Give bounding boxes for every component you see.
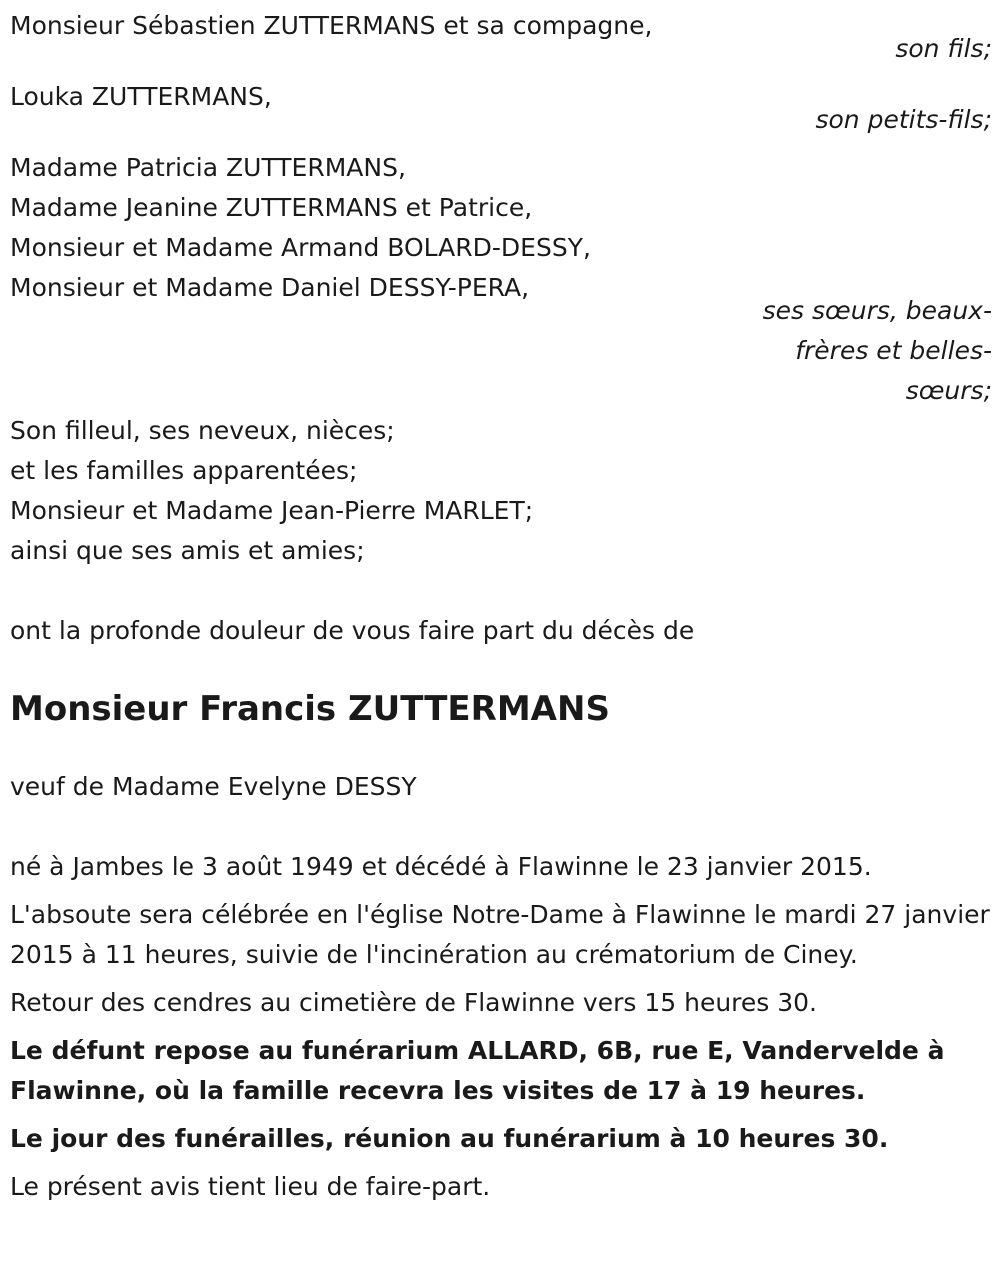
sibling-line: Monsieur et Madame Armand BOLARD-DESSY, [10, 233, 591, 262]
sibling-line: Madame Jeanine ZUTTERMANS et Patrice, [10, 193, 533, 222]
siblings-list [10, 148, 992, 308]
son-role: son fils; [895, 34, 992, 63]
grandson-line: Louka ZUTTERMANS, [10, 82, 272, 111]
relative-line: Monsieur et Madame Jean-Pierre MARLET; [10, 496, 534, 525]
sibling-line: Madame Patricia ZUTTERMANS, [10, 153, 406, 182]
relative-line: ainsi que ses amis et amies; [10, 536, 365, 565]
notice-text: Le présent avis tient lieu de faire-part. [10, 1172, 491, 1201]
widower-of: veuf de Madame Evelyne DESSY [10, 772, 417, 801]
birth-death-text: né à Jambes le 3 août 1949 et décédé à Flawinne le 23 janvier 2015. [10, 852, 872, 881]
ceremony-text: L'absoute sera célébrée en l'église Notre-Dame à Flawinne le mardi 27 janvier 2015 à 11 heures, suivie de l'incinération au crématorium de Ciney. [10, 900, 990, 969]
funeral-home-text: Le défunt repose au funérarium ALLARD, 6B, rue E, Vandervelde à Flawinne, où la famille recevra les visites de 17 à 19 heures. [10, 1036, 945, 1105]
ashes-text: Retour des cendres au cimetière de Flawinne vers 15 heures 30. [10, 988, 818, 1017]
others-list [10, 411, 992, 571]
relative-line: Son filleul, ses neveux, nièces; [10, 416, 395, 445]
grandson-role: son petits-fils; [815, 105, 992, 134]
siblings-role: ses sœurs, beaux-frères et belles-sœurs; [762, 296, 992, 405]
announcement-intro: ont la profonde douleur de vous faire part du décès de [10, 616, 695, 645]
obituary-notice [10, 6, 992, 1207]
sibling-line: Monsieur et Madame Daniel DESSY-PERA, [10, 273, 530, 302]
relative-line: et les familles apparentées; [10, 456, 358, 485]
funeral-day-text: Le jour des funérailles, réunion au funérarium à 10 heures 30. [10, 1124, 889, 1153]
son-line: Monsieur Sébastien ZUTTERMANS et sa compagne, [10, 11, 653, 40]
deceased-name: Monsieur Francis ZUTTERMANS [10, 689, 610, 729]
